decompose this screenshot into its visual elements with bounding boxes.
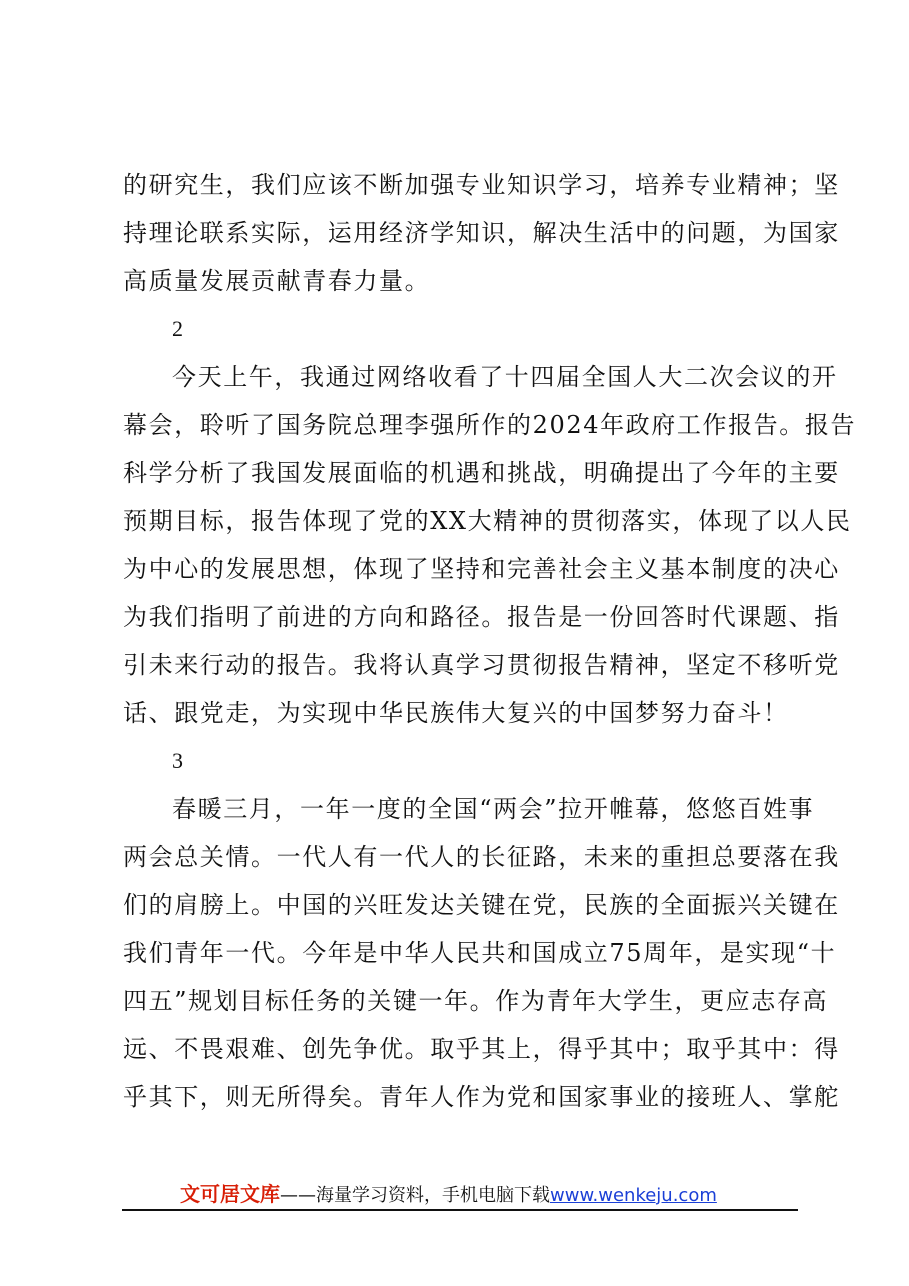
paragraph-line: 的研究生，我们应该不断加强专业知识学习，培养专业精神；坚 — [123, 171, 840, 199]
paragraph-line: 为我们指明了前进的方向和路径。报告是一份回答时代课题、指 — [123, 603, 840, 631]
paragraph-line: 四五”规划目标任务的关键一年。作为青年大学生，更应志存高 — [123, 987, 829, 1015]
paragraph-line: 为中心的发展思想，体现了坚持和完善社会主义基本制度的决心 — [123, 555, 840, 583]
paragraph-line: 引未来行动的报告。我将认真学习贯彻报告精神，坚定不移听党 — [123, 651, 840, 679]
footer — [180, 1182, 717, 1208]
paragraph-line: 话、跟党走，为实现中华民族伟大复兴的中国梦努力奋斗！ — [123, 699, 789, 727]
paragraph-line: 远、不畏艰难、创先争优。取乎其上，得乎其中；取乎其中：得 — [123, 1035, 840, 1063]
footer-divider — [122, 1209, 798, 1211]
footer-tagline: ——海量学习资料，手机电脑下载 — [280, 1185, 550, 1206]
paragraph-line: 预期目标，报告体现了党的XX大精神的贯彻落实，体现了以人民 — [123, 507, 852, 535]
paragraph-line: 持理论联系实际，运用经济学知识，解决生活中的问题，为国家 — [123, 219, 840, 247]
paragraph-line: 幕会，聆听了国务院总理李强所作的2024年政府工作报告。报告 — [123, 411, 857, 439]
paragraph-line: 高质量发展贡献青春力量。 — [123, 267, 431, 295]
paragraph-line: 们的肩膀上。中国的兴旺发达关键在党，民族的全面振兴关键在 — [123, 891, 840, 919]
paragraph-line: 今天上午，我通过网络收看了十四届全国人大二次会议的开 — [172, 363, 838, 391]
paragraph-line: 春暖三月，一年一度的全国“两会”拉开帷幕，悠悠百姓事 — [172, 795, 815, 823]
footer-brand: 文可居文库 — [180, 1182, 280, 1206]
footer-link[interactable]: www.wenkeju.com — [550, 1185, 717, 1206]
paragraph-line: 两会总关情。一代人有一代人的长征路，未来的重担总要落在我 — [123, 843, 840, 871]
paragraph-line: 乎其下，则无所得矣。青年人作为党和国家事业的接班人、掌舵 — [123, 1083, 840, 1111]
paragraph-line: 我们青年一代。今年是中华人民共和国成立75周年，是实现“十 — [123, 939, 837, 967]
section-number: 3 — [172, 748, 183, 773]
paragraph-line: 科学分析了我国发展面临的机遇和挑战，明确提出了今年的主要 — [123, 459, 840, 487]
section-number: 2 — [172, 316, 183, 341]
